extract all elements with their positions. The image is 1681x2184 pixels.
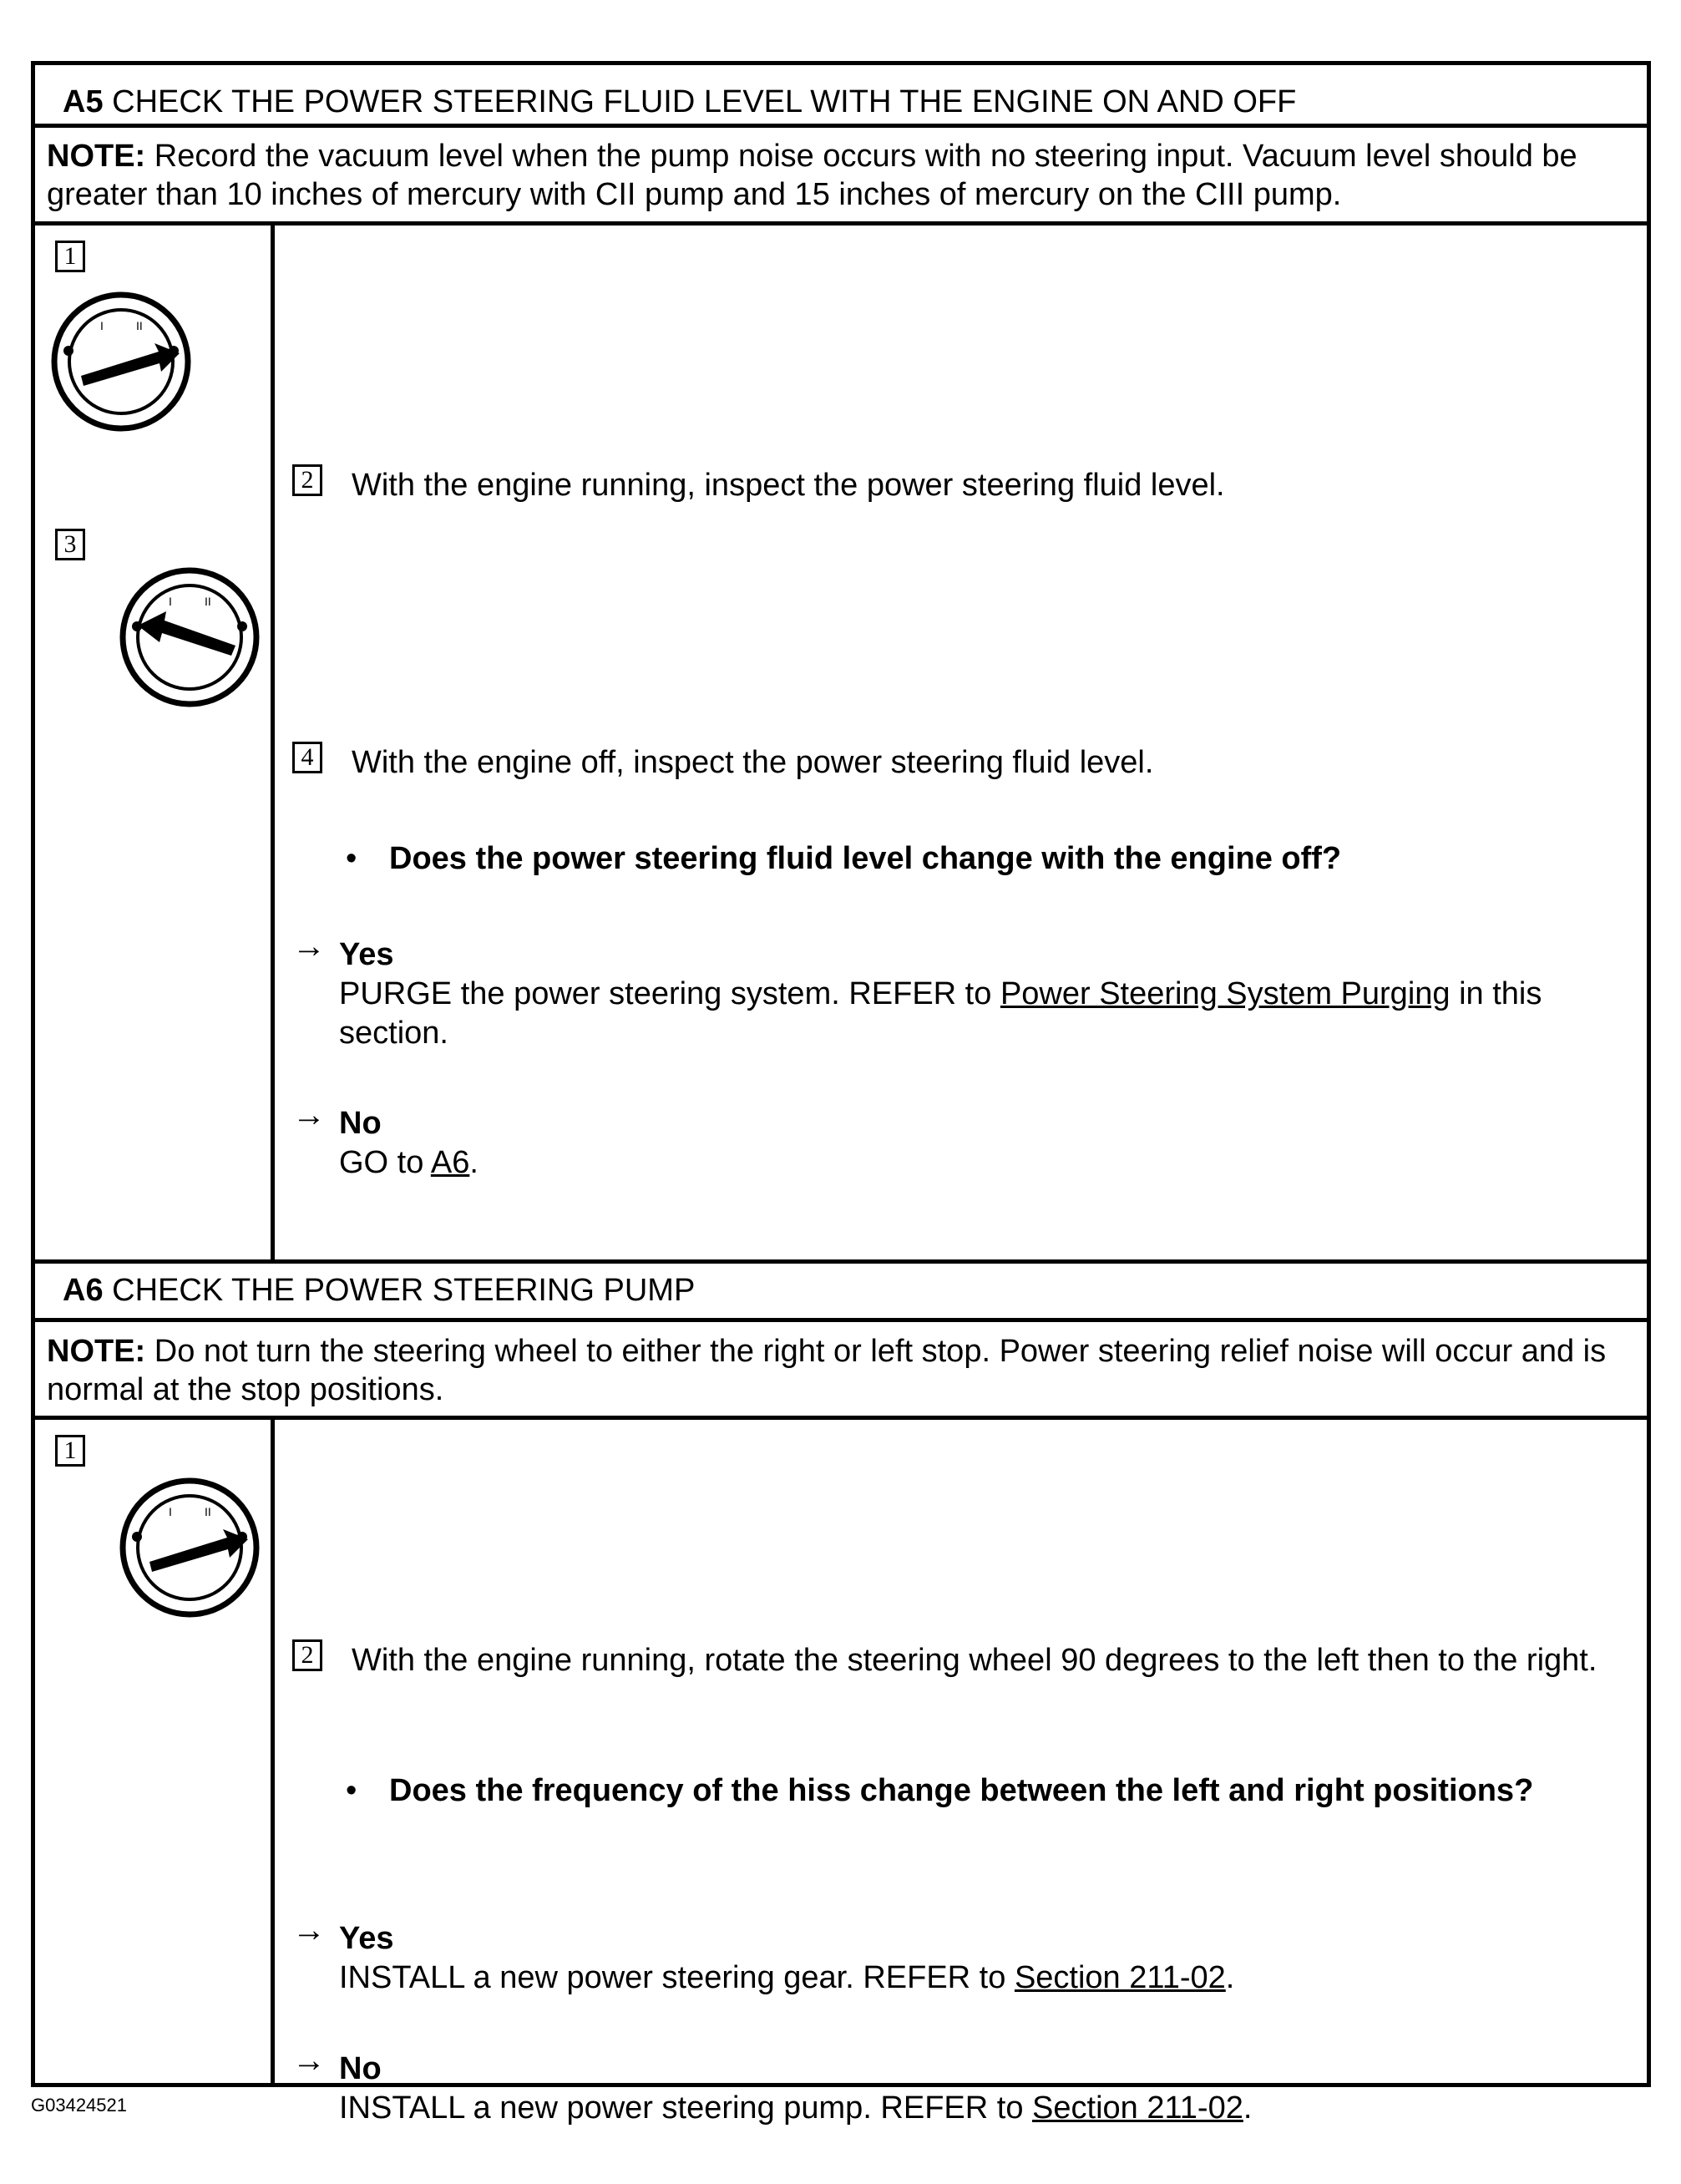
power-steering-purging-link[interactable]: Power Steering System Purging — [1000, 976, 1451, 1011]
section-211-02-link[interactable]: Section 211-02 — [1014, 1960, 1226, 1995]
a6-yes-text-pre: INSTALL a new power steering gear. REFER to — [339, 1960, 1006, 1995]
a5-question: Does the power steering fluid level change with the engine off? — [389, 841, 1342, 876]
a6-note-label: NOTE: — [47, 1334, 146, 1369]
figure-code: G03424521 — [31, 2095, 127, 2116]
a5-step1-box: 1 — [55, 241, 85, 272]
a5-yes-label: Yes — [339, 937, 394, 972]
a5-note-text: Record the vacuum level when the pump noise occurs with no steering input. Vacuum level should be greater than 10 inches of mercury with CII pump and 15 inches of mercury on the CIII pump. — [47, 139, 1577, 212]
a5-no-text-pre: GO to — [339, 1145, 424, 1180]
a5-yes-text — [339, 975, 1625, 1053]
a6-title-id: A6 — [63, 1273, 104, 1308]
ignition-off-icon — [119, 566, 261, 708]
a5-step4-box: 4 — [292, 742, 322, 773]
a6-question: Does the frequency of the hiss change between the left and right positions? — [389, 1773, 1534, 1808]
ignition-on-icon — [50, 291, 192, 433]
a5-step4-text: With the engine off, inspect the power steering fluid level. — [352, 745, 1154, 780]
a5-yes-text-pre: PURGE the power steering system. REFER to — [339, 976, 992, 1011]
ignition-on-icon — [119, 1477, 261, 1619]
a5-no-text — [339, 1143, 478, 1183]
a6-no-text-post: . — [1243, 2090, 1253, 2126]
a5-title-id: A5 — [63, 84, 104, 119]
a6-yes-text-post: . — [1225, 1960, 1235, 1995]
a5-step3-box: 3 — [55, 529, 85, 560]
a5-no-label: No — [339, 1106, 382, 1141]
divider — [35, 124, 1647, 128]
a6-no-label: No — [339, 2051, 382, 2086]
a6-note — [47, 1332, 1633, 1409]
a5-no-text-post: . — [469, 1145, 478, 1180]
a5-title-text: CHECK THE POWER STEERING FLUID LEVEL WITH THE ENGINE ON AND OFF — [112, 84, 1297, 119]
a6-title — [63, 1272, 695, 1309]
a5-note — [47, 137, 1633, 214]
bullet: • — [346, 841, 357, 876]
a6-note-text: Do not turn the steering wheel to either the right or left stop. Power steering relief noise will occur and is normal at the stop positions. — [47, 1334, 1607, 1407]
arrow-right-icon: → — [292, 1912, 326, 1948]
bullet: • — [346, 1773, 357, 1808]
a6-no-text — [339, 2089, 1252, 2128]
a6-no-text-pre: INSTALL a new power steering pump. REFER to — [339, 2090, 1024, 2126]
divider — [35, 1259, 1647, 1264]
a6-link[interactable]: A6 — [430, 1145, 470, 1180]
a6-step1-box: 1 — [55, 1435, 85, 1467]
divider — [35, 221, 1647, 225]
a5-yes-text-post: in this section. — [339, 976, 1542, 1051]
section-211-02-link[interactable]: Section 211-02 — [1032, 2090, 1243, 2126]
arrow-right-icon: → — [292, 1097, 326, 1133]
divider — [35, 1318, 1647, 1322]
arrow-right-icon: → — [292, 928, 326, 965]
a6-yes-label: Yes — [339, 1921, 394, 1956]
column-divider — [271, 224, 275, 1259]
divider — [35, 1416, 1647, 1420]
column-divider — [271, 1418, 275, 2086]
a6-step2-text: With the engine running, rotate the steering wheel 90 degrees to the left then to the right. — [352, 1643, 1597, 1678]
a5-step2-text: With the engine running, inspect the power steering fluid level. — [352, 468, 1225, 503]
arrow-right-icon: → — [292, 2042, 326, 2079]
a5-step2-box: 2 — [292, 464, 322, 496]
a6-title-text: CHECK THE POWER STEERING PUMP — [112, 1273, 696, 1308]
a5-note-label: NOTE: — [47, 139, 146, 174]
a5-title — [63, 84, 1296, 120]
a6-yes-text — [339, 1959, 1234, 1998]
a6-step2-box: 2 — [292, 1639, 322, 1671]
